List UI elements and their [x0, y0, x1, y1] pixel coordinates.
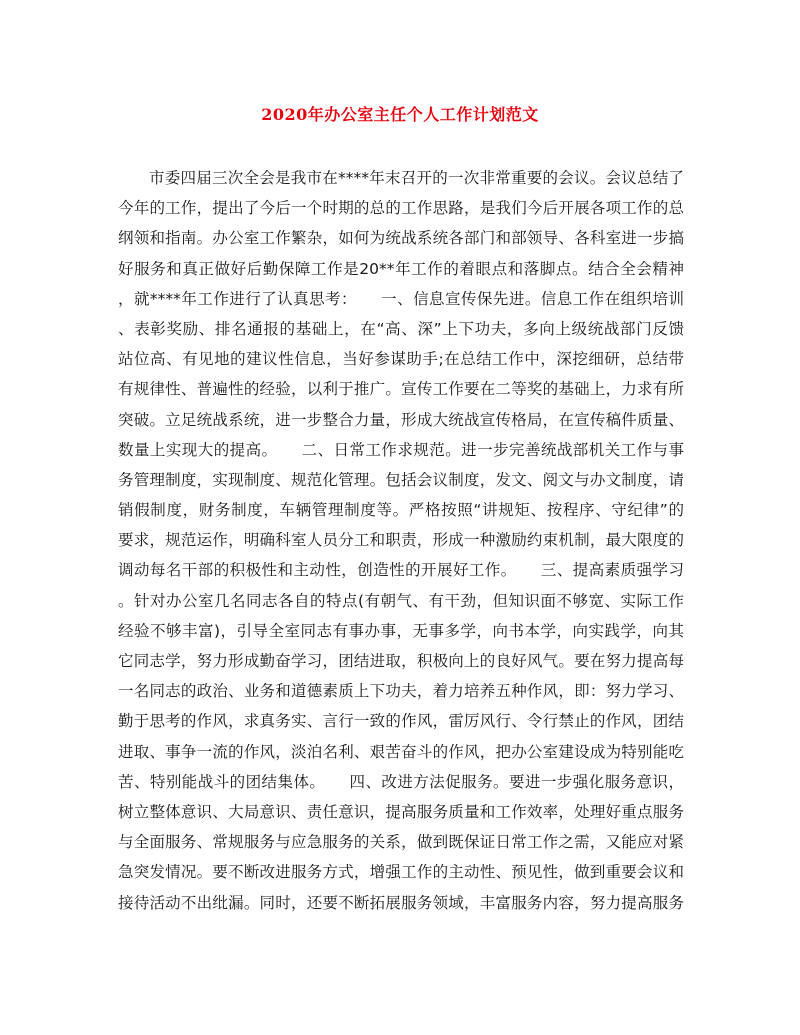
body-line: 。针对办公室几名同志各自的特点(有朝气、有干劲，但知识面不够宽、实际工作 [118, 591, 684, 610]
body-line: 调动每名干部的积极性和主动性，创造性的开展好工作。 三、提高素质强学习 [118, 561, 684, 580]
body-line: 市委四届三次全会是我市在****年末召开的一次非常重要的会议。会议总结了 [149, 169, 684, 187]
body-line: 接待活动不出纰漏。同时，还要不断拓展服务领域，丰富服务内容，努力提高服务 [118, 893, 684, 912]
body-line: 要求，规范运作，明确科室人员分工和职责，形成一种激励约束机制，最大限度的 [118, 531, 684, 550]
body-line: 进取、事争一流的作风，淡泊名利、艰苦奋斗的作风，把办公室建设成为特别能吃 [118, 742, 684, 761]
body-line: 树立整体意识、大局意识、责任意识，提高服务质量和工作效率，处理好重点服务 [118, 802, 684, 821]
body-line: 数量上实现大的提高。 二、日常工作求规范。进一步完善统战部机关工作与事 [118, 440, 684, 459]
body-line: 纲领和指南。办公室工作繁杂，如何为统战系统各部门和部领导、各科室进一步搞 [118, 229, 684, 248]
body-line: ，就****年工作进行了认真思考： 一、信息宣传保先进。信息工作在组织培训 [118, 289, 684, 308]
body-line: 、表彰奖励、排名通报的基础上，在“高、深”上下功夫，多向上级统战部门反馈 [118, 319, 684, 338]
document-body [118, 163, 684, 918]
body-line: 务管理制度，实现制度、规范化管理。包括会议制度，发文、阅文与办文制度，请 [118, 470, 684, 489]
body-line: 勤于思考的作风，求真务实、言行一致的作风，雷厉风行、令行禁止的作风，团结 [118, 712, 684, 731]
body-line: 好服务和真正做好后勤保障工作是20**年工作的着眼点和落脚点。结合全会精神 [118, 259, 684, 278]
body-line: 急突发情况。要不断改进服务方式，增强工作的主动性、预见性，做到重要会议和 [118, 863, 684, 882]
body-line: 它同志学，努力形成勤奋学习，团结进取，积极向上的良好风气。要在努力提高每 [118, 652, 684, 670]
body-line: 苦、特别能战斗的团结集体。 四、改进方法促服务。要进一步强化服务意识， [118, 772, 684, 791]
body-line: 与全面服务、常规服务与应急服务的关系，做到既保证日常工作之需，又能应对紧 [118, 833, 684, 852]
body-line: 突破。立足统战系统，进一步整合力量，形成大统战宣传格局，在宣传稿件质量、 [118, 410, 684, 429]
body-line: 销假制度，财务制度，车辆管理制度等。严格按照“讲规矩、按程序、守纪律”的 [118, 501, 684, 520]
document-title: 2020年办公室主任个人工作计划范文 [261, 105, 539, 124]
body-line: 一名同志的政治、业务和道德素质上下功夫，着力培养五种作风，即：努力学习、 [118, 682, 684, 701]
body-line: 经验不够丰富)，引导全室同志有事办事，无事多学，向书本学，向实践学，向其 [118, 621, 684, 640]
body-line: 站位高、有见地的建议性信息，当好参谋助手;在总结工作中，深挖细研，总结带 [118, 350, 684, 369]
body-line: 今年的工作，提出了今后一个时期的总的工作思路，是我们今后开展各项工作的总 [118, 199, 684, 218]
body-line: 有规律性、普遍性的经验，以利于推广。宣传工作要在二等奖的基础上，力求有所 [118, 380, 684, 399]
